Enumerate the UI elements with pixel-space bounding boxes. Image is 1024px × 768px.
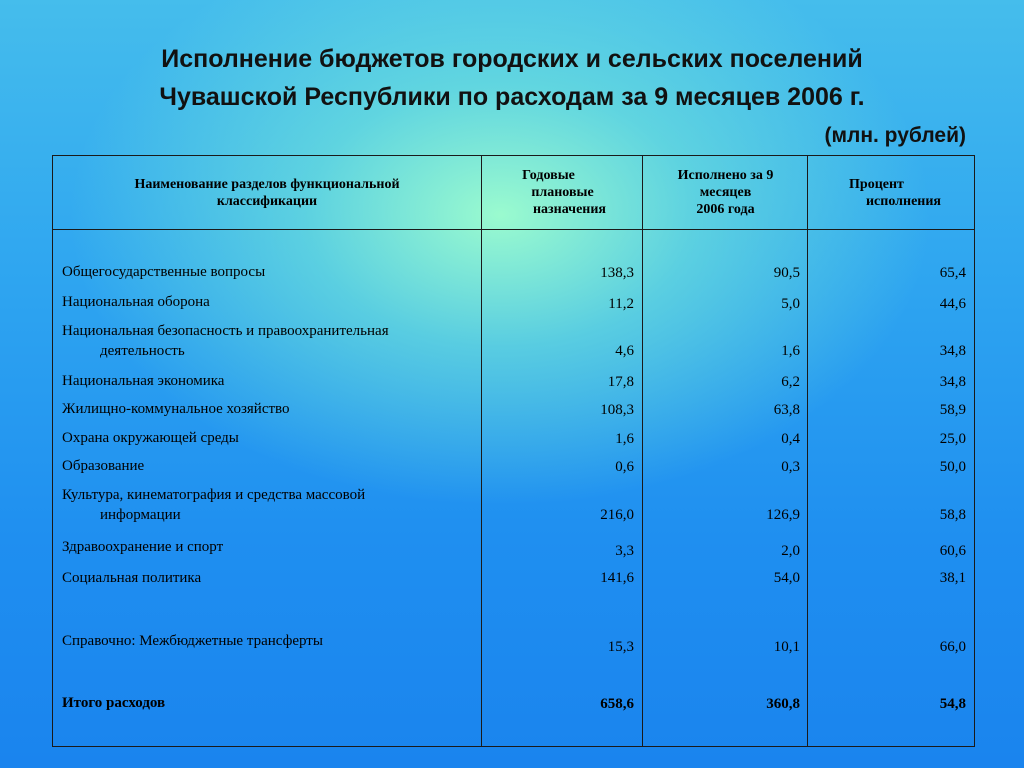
row-label-text: Национальная экономика — [62, 373, 225, 389]
row-label — [62, 428, 472, 448]
header-text: месяцев — [699, 185, 752, 200]
percent-value: 38,1 — [939, 570, 966, 586]
plan-value: 15,3 — [607, 639, 634, 655]
row-label — [62, 568, 472, 588]
executed-value: 6,2 — [781, 374, 800, 390]
plan-value: 11,2 — [608, 296, 634, 312]
header-text: плановые — [531, 185, 594, 200]
plan-value: 0,6 — [615, 459, 634, 475]
header-text: назначения — [532, 202, 606, 217]
row-label — [62, 537, 472, 557]
percent-value: 25,0 — [939, 431, 966, 447]
row-label — [62, 456, 472, 476]
row-label — [62, 399, 472, 419]
percent-value: 50,0 — [939, 459, 966, 475]
row-label — [62, 292, 472, 312]
executed-value: 5,0 — [781, 296, 800, 312]
executed-value: 0,3 — [781, 459, 800, 475]
total-label: Итого расходов — [62, 695, 166, 711]
executed-value: 126,9 — [766, 507, 800, 523]
executed-value: 10,1 — [773, 639, 800, 655]
column-divider — [807, 156, 808, 746]
percent-value: 60,6 — [939, 543, 966, 559]
header-divider — [53, 229, 974, 230]
percent-value: 66,0 — [939, 639, 966, 655]
header-percent — [809, 156, 974, 229]
plan-value: 1,6 — [615, 431, 634, 447]
row-label-text: Общегосударственные вопросы — [62, 264, 266, 280]
row-label-text: Здравоохранение и спорт — [62, 539, 224, 555]
title-line-2: Чувашской Республики по расходам за 9 месяцев 2006 г. — [159, 83, 865, 111]
row-label-text: Справочно: Межбюджетные трансферты — [62, 633, 323, 649]
total-percent-value: 54,8 — [939, 696, 966, 712]
row-label — [62, 631, 472, 651]
row-label-text: Образование — [62, 458, 145, 474]
total-plan-value: 658,6 — [600, 696, 634, 712]
header-text: классификации — [216, 193, 318, 209]
executed-value: 1,6 — [781, 343, 800, 359]
executed-value: 90,5 — [773, 265, 800, 281]
executed-value: 2,0 — [781, 543, 800, 559]
row-label — [62, 321, 472, 361]
row-label — [62, 371, 472, 391]
row-label — [62, 262, 472, 282]
percent-value: 34,8 — [939, 374, 966, 390]
header-section-name — [53, 156, 481, 229]
budget-table — [52, 155, 975, 747]
plan-value: 138,3 — [600, 265, 634, 281]
header-executed — [644, 156, 807, 229]
plan-value: 3,3 — [615, 543, 634, 559]
header-text: Исполнено за 9 — [677, 168, 774, 183]
row-label-text: Охрана окружающей среды — [62, 430, 239, 446]
percent-value: 34,8 — [939, 343, 966, 359]
percent-value: 44,6 — [939, 296, 966, 312]
executed-value: 0,4 — [781, 431, 800, 447]
page-title — [0, 40, 1024, 116]
title-line-1: Исполнение бюджетов городских и сельских поселений — [161, 45, 863, 73]
plan-value: 108,3 — [600, 402, 634, 418]
header-text: 2006 года — [696, 202, 755, 217]
row-label-text: Национальная оборона — [62, 294, 210, 310]
header-text: Наименование разделов функциональной — [134, 176, 400, 192]
row-label-text: Национальная безопасность и правоохранительная — [62, 323, 389, 339]
plan-value: 216,0 — [600, 507, 634, 523]
row-label-text: Жилищно-коммунальное хозяйство — [62, 401, 290, 417]
row-label-text: Социальная политика — [62, 570, 202, 586]
executed-value: 63,8 — [773, 402, 800, 418]
total-executed-value: 360,8 — [766, 696, 800, 712]
executed-value: 54,0 — [773, 570, 800, 586]
units-label: (млн. рублей) — [824, 124, 966, 147]
row-label-text: Культура, кинематография и средства массовой — [62, 487, 366, 503]
header-text: исполнения — [865, 193, 941, 209]
plan-value: 4,6 — [615, 343, 634, 359]
percent-value: 58,9 — [939, 402, 966, 418]
row-label-continuation: информации — [100, 507, 181, 523]
row-label-continuation: деятельность — [100, 343, 185, 359]
percent-value: 58,8 — [939, 507, 966, 523]
plan-value: 17,8 — [607, 374, 634, 390]
percent-value: 65,4 — [939, 265, 966, 281]
header-text: Процент — [849, 176, 904, 192]
header-text: Годовые — [522, 168, 575, 183]
header-annual-plan — [483, 156, 642, 229]
column-divider — [481, 156, 482, 746]
column-divider — [642, 156, 643, 746]
row-label — [62, 485, 472, 525]
plan-value: 141,6 — [600, 570, 634, 586]
